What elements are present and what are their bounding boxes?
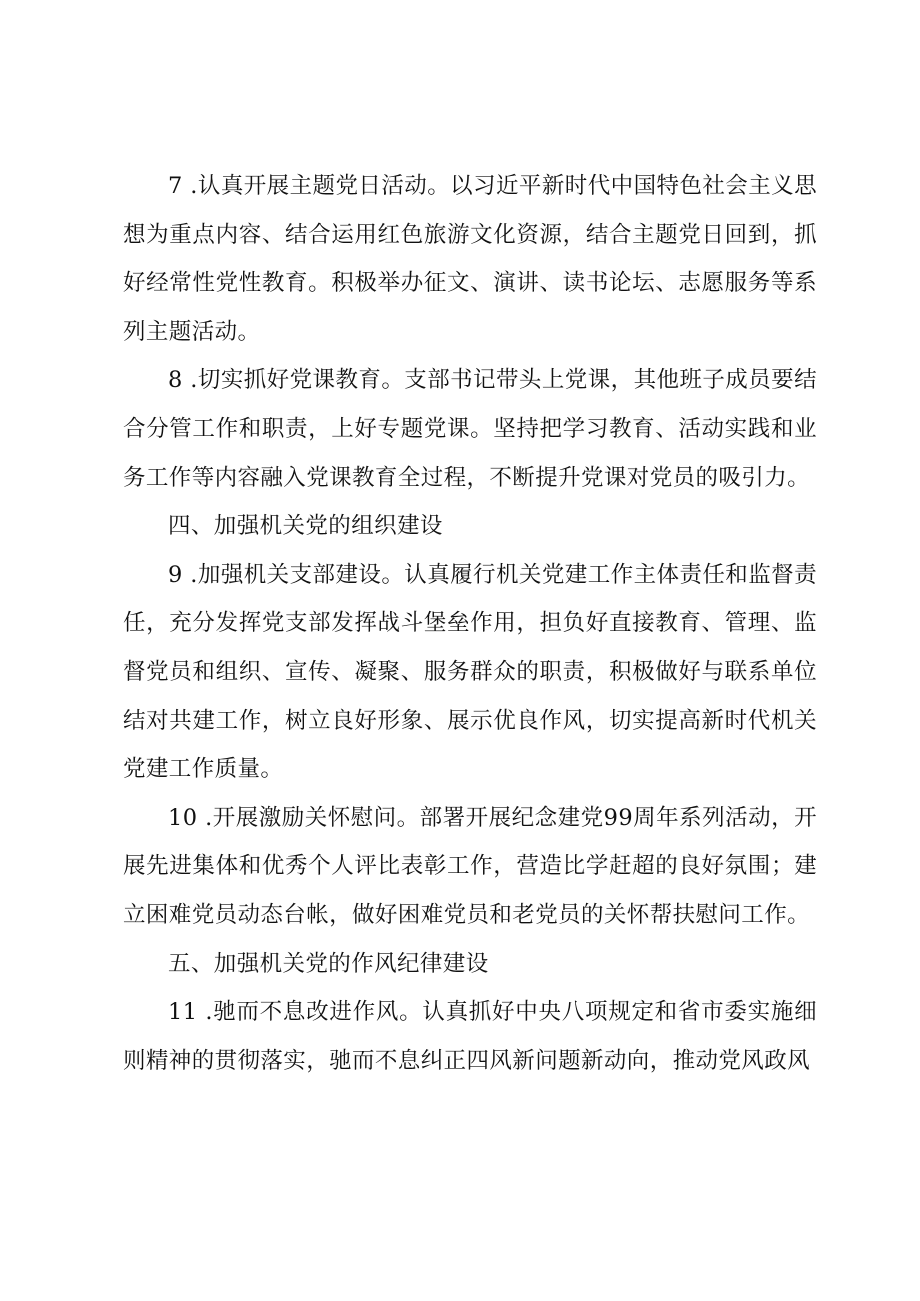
paragraph-item-7-party-day-activities: 7 .认真开展主题党日活动。以习近平新时代中国特色社会主义思想为重点内容、结合运用红色旅游文化资源，结合主题党日回到，抓好经常性党性教育。积极举办征文、演讲、读书论坛、志愿服务等系列主题活动。 bbox=[123, 173, 817, 345]
section-heading-four: 四、加强机关党的组织建设 bbox=[168, 513, 443, 540]
paragraph-item-9-branch-building: 9 .加强机关支部建设。认真履行机关党建工作主体责任和监督责任，充分发挥党支部发挥战斗堡垒作用，担负好直接教育、管理、监督党员和组织、宣传、凝聚、服务群众的职责，积极做好与联系单位结对共建工作，树立良好形象、展示优良作风，切实提高新时代机关党建工作质量。 bbox=[123, 561, 817, 783]
paragraph-item-10-care-visits: 10 .开展激励关怀慰问。部署开展纪念建党99周年系列活动，开展先进集体和优秀个人评比表彰工作，营造比学赶超的良好氛围；建立困难党员动态台帐，做好困难党员和老党员的关怀帮扶慰问工作。 bbox=[123, 804, 817, 928]
document-body bbox=[123, 162, 817, 1085]
paragraph-item-11-improve-style: 11 .驰而不息改进作风。认真抓好中央八项规定和省市委实施细则精神的贯彻落实，驰而不息纠正四风新问题新动向，推动党风政风 bbox=[123, 999, 817, 1074]
paragraph-item-8-party-lessons: 8 .切实抓好党课教育。支部书记带头上党课，其他班子成员要结合分管工作和职责，上好专题党课。坚持把学习教育、活动实践和业务工作等内容融入党课教育全过程，不断提升党课对党员的吸引力。 bbox=[123, 367, 817, 491]
section-heading-five: 五、加强机关党的作风纪律建设 bbox=[168, 950, 489, 977]
